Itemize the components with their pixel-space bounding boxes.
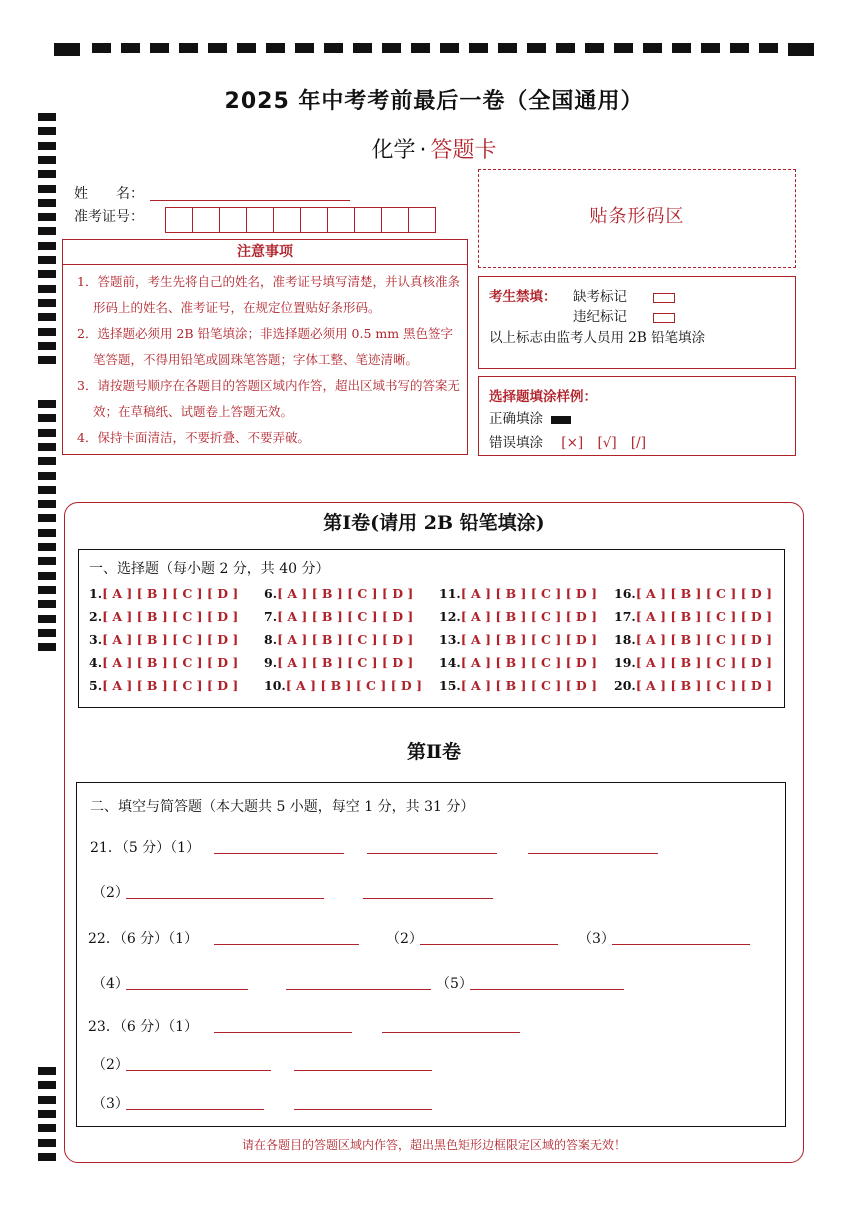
question-number: 12. bbox=[439, 609, 461, 624]
q21-part2-label: （2） bbox=[92, 885, 129, 901]
choice-question[interactable] bbox=[264, 651, 413, 674]
name-label: 姓 名： bbox=[74, 186, 144, 202]
timing-mark bbox=[38, 342, 56, 350]
notice-box bbox=[62, 239, 468, 455]
timing-mark bbox=[38, 1110, 56, 1118]
answer-options[interactable]: [ A ] [ B ] [ C ] [ D ] bbox=[460, 586, 597, 601]
question-number: 2. bbox=[89, 609, 103, 624]
barcode-label: 贴条形码区 bbox=[589, 206, 685, 227]
q21-blank[interactable] bbox=[214, 852, 344, 854]
timing-mark bbox=[38, 242, 56, 250]
choice-section-title: 一、选择题（每小题 2 分，共 40 分） bbox=[89, 561, 330, 577]
q22-blank[interactable] bbox=[420, 943, 558, 945]
sample-box bbox=[478, 376, 796, 456]
answer-options[interactable]: [ A ] [ B ] [ C ] [ D ] bbox=[460, 632, 597, 647]
question-number: 6. bbox=[264, 586, 278, 601]
notice-item: 3．请按题号顺序在各题目的答题区域内作答，超出区域书写的答案无效；在草稿纸、试题卷上答题无效。 bbox=[77, 378, 460, 419]
question-number: 8. bbox=[264, 632, 278, 647]
q22-blank[interactable] bbox=[470, 988, 624, 990]
answer-options[interactable]: [ A ] [ B ] [ C ] [ D ] bbox=[102, 632, 239, 647]
id-digit-box[interactable] bbox=[381, 207, 409, 233]
question-number: 9. bbox=[264, 655, 278, 670]
timing-mark bbox=[38, 313, 56, 321]
notice-title: 注意事项 bbox=[63, 240, 467, 265]
answer-options[interactable]: [ A ] [ B ] [ C ] [ D ] bbox=[635, 678, 772, 693]
correct-sample bbox=[489, 407, 571, 427]
id-digit-box[interactable] bbox=[246, 207, 274, 233]
correct-label: 正确填涂 bbox=[489, 411, 543, 427]
id-digit-box[interactable] bbox=[273, 207, 301, 233]
question-number: 13. bbox=[439, 632, 461, 647]
answer-options[interactable]: [ A ] [ B ] [ C ] [ D ] bbox=[635, 655, 772, 670]
violation-mark-row bbox=[573, 305, 675, 325]
choice-question[interactable] bbox=[264, 605, 413, 628]
answer-options[interactable]: [ A ] [ B ] [ C ] [ D ] bbox=[460, 678, 597, 693]
violation-mark-box[interactable] bbox=[653, 313, 675, 323]
q23-part2-label: （2） bbox=[92, 1057, 129, 1073]
barcode-area bbox=[478, 169, 796, 268]
choice-question[interactable] bbox=[614, 628, 772, 651]
subject-heading bbox=[0, 133, 868, 164]
question-number: 14. bbox=[439, 655, 461, 670]
filled-mark bbox=[551, 416, 571, 424]
q22-blank[interactable] bbox=[286, 988, 431, 990]
timing-mark bbox=[38, 414, 56, 422]
id-boxes[interactable] bbox=[166, 207, 436, 234]
choice-box bbox=[78, 549, 785, 708]
timing-mark bbox=[38, 600, 56, 608]
choice-question[interactable] bbox=[89, 628, 238, 651]
choice-question[interactable] bbox=[614, 651, 772, 674]
timing-mark bbox=[38, 586, 56, 594]
timing-mark bbox=[38, 270, 56, 278]
answer-options[interactable]: [ A ] [ B ] [ C ] [ D ] bbox=[277, 586, 414, 601]
part2-title: 第Ⅱ卷 bbox=[406, 741, 461, 763]
question-number: 10. bbox=[264, 678, 286, 693]
answer-options[interactable]: [ A ] [ B ] [ C ] [ D ] bbox=[635, 586, 772, 601]
answer-options[interactable]: [ A ] [ B ] [ C ] [ D ] bbox=[102, 655, 239, 670]
choice-question[interactable] bbox=[614, 674, 772, 697]
q23-blank[interactable] bbox=[294, 1069, 432, 1071]
card-label: 答题卡 bbox=[430, 138, 497, 163]
q21-blank[interactable] bbox=[126, 897, 324, 899]
timing-mark bbox=[38, 356, 56, 364]
question-number: 19. bbox=[614, 655, 636, 670]
subject-separator: · bbox=[419, 138, 427, 163]
notice-item: 2．选择题必须用 2B 铅笔填涂；非选择题必须用 0.5 mm 黑色签字笔答题，不得用铅笔或圆珠笔答题；字体工整、笔迹清晰。 bbox=[77, 326, 454, 367]
wrong-label: 错误填涂 bbox=[489, 435, 543, 451]
timing-mark bbox=[38, 328, 56, 336]
question-number: 5. bbox=[89, 678, 103, 693]
choice-question[interactable] bbox=[89, 605, 238, 628]
fill-section-title: 二、填空与简答题（本大题共 5 小题，每空 1 分，共 31 分） bbox=[90, 799, 475, 815]
timing-mark bbox=[38, 629, 56, 637]
choice-question[interactable] bbox=[614, 582, 772, 605]
answer-options[interactable]: [ A ] [ B ] [ C ] [ D ] bbox=[277, 609, 414, 624]
q21-blank[interactable] bbox=[363, 897, 493, 899]
q23-blank[interactable] bbox=[126, 1108, 264, 1110]
forbidden-label: 考生禁填： bbox=[489, 289, 557, 305]
timing-mark bbox=[38, 1081, 56, 1089]
part1-title: 第Ⅰ卷(请用 2B 铅笔填涂) bbox=[323, 512, 545, 534]
q22-blank[interactable] bbox=[126, 988, 248, 990]
forbidden-note: 以上标志由监考人员用 2B 铅笔填涂 bbox=[489, 330, 706, 346]
question-number: 1. bbox=[89, 586, 103, 601]
choice-question[interactable] bbox=[439, 651, 597, 674]
timing-mark bbox=[38, 615, 56, 623]
violation-label: 违纪标记 bbox=[573, 309, 627, 325]
choice-question[interactable] bbox=[264, 628, 413, 651]
q23-blank[interactable] bbox=[214, 1031, 352, 1033]
question-number: 3. bbox=[89, 632, 103, 647]
timing-mark bbox=[38, 557, 56, 565]
answer-options[interactable]: [ A ] [ B ] [ C ] [ D ] bbox=[102, 609, 239, 624]
question-number: 7. bbox=[264, 609, 278, 624]
q23-part3-label: （3） bbox=[92, 1096, 129, 1112]
choice-question[interactable] bbox=[439, 628, 597, 651]
timing-mark bbox=[38, 199, 56, 207]
q21-blank[interactable] bbox=[528, 852, 658, 854]
fill-box bbox=[76, 782, 786, 1127]
id-digit-box[interactable] bbox=[300, 207, 328, 233]
answer-options[interactable]: [ A ] [ B ] [ C ] [ D ] bbox=[635, 632, 772, 647]
q21-blank[interactable] bbox=[367, 852, 497, 854]
footer-warning: 请在各题目的答题区域内作答，超出黑色矩形边框限定区域的答案无效！ bbox=[241, 1138, 626, 1152]
timing-mark bbox=[38, 256, 56, 264]
q22-part2-label: （2） bbox=[386, 931, 423, 947]
q22-part5-label: （5） bbox=[436, 976, 473, 992]
timing-mark bbox=[38, 500, 56, 508]
q23-blank[interactable] bbox=[294, 1108, 432, 1110]
id-digit-box[interactable] bbox=[165, 207, 193, 233]
subject-name: 化学 bbox=[371, 138, 416, 163]
question-number: 17. bbox=[614, 609, 636, 624]
wrong-sample bbox=[489, 431, 646, 451]
q22-part3-label: （3） bbox=[578, 931, 615, 947]
notice-item: 4．保持卡面清洁，不要折叠、不要弄破。 bbox=[77, 430, 310, 445]
sample-title: 选择题填涂样例： bbox=[489, 389, 597, 405]
timing-mark bbox=[38, 299, 56, 307]
q23-blank[interactable] bbox=[382, 1031, 520, 1033]
page-title: 2025 年中考考前最后一卷（全国通用） bbox=[224, 89, 644, 114]
choice-question[interactable] bbox=[89, 582, 238, 605]
question-number: 18. bbox=[614, 632, 636, 647]
timing-mark bbox=[38, 170, 56, 178]
wrong-mark-slash: [/] bbox=[630, 435, 646, 451]
answer-options[interactable]: [ A ] [ B ] [ C ] [ D ] bbox=[102, 586, 239, 601]
q22-label: 22．（6 分）（1） bbox=[88, 931, 199, 947]
q22-blank[interactable] bbox=[214, 943, 359, 945]
notice-item: 1．答题前，考生先将自己的姓名，准考证号填写清楚，并认真核准条形码上的姓名、准考证号，在规定位置贴好条形码。 bbox=[77, 274, 460, 315]
answer-options[interactable]: [ A ] [ B ] [ C ] [ D ] bbox=[277, 655, 414, 670]
question-number: 4. bbox=[89, 655, 103, 670]
choice-question[interactable] bbox=[439, 605, 597, 628]
timing-mark bbox=[38, 227, 56, 235]
timing-mark bbox=[38, 643, 56, 651]
q23-label: 23．（6 分）（1） bbox=[88, 1019, 199, 1035]
timing-mark bbox=[38, 457, 56, 465]
timing-mark bbox=[38, 1124, 56, 1132]
question-number: 11. bbox=[439, 586, 461, 601]
id-digit-box[interactable] bbox=[219, 207, 247, 233]
answer-options[interactable]: [ A ] [ B ] [ C ] [ D ] bbox=[277, 632, 414, 647]
choice-question[interactable] bbox=[439, 582, 597, 605]
timing-mark bbox=[38, 572, 56, 580]
q22-part4-label: （4） bbox=[92, 976, 129, 992]
absent-mark-box[interactable] bbox=[653, 293, 675, 303]
answer-options[interactable]: [ A ] [ B ] [ C ] [ D ] bbox=[635, 609, 772, 624]
choice-question[interactable] bbox=[264, 674, 422, 697]
timing-mark bbox=[38, 543, 56, 551]
id-digit-box[interactable] bbox=[408, 207, 436, 233]
timing-mark bbox=[38, 486, 56, 494]
id-digit-box[interactable] bbox=[354, 207, 382, 233]
id-digit-box[interactable] bbox=[327, 207, 355, 233]
timing-mark bbox=[38, 185, 56, 193]
timing-mark bbox=[38, 443, 56, 451]
choice-question[interactable] bbox=[89, 674, 238, 697]
q21-label: 21．（5 分）（1） bbox=[90, 840, 201, 856]
answer-options[interactable]: [ A ] [ B ] [ C ] [ D ] bbox=[285, 678, 422, 693]
timing-mark bbox=[38, 400, 56, 408]
wrong-mark-check: [√] bbox=[597, 435, 617, 451]
id-digit-box[interactable] bbox=[192, 207, 220, 233]
timing-mark bbox=[38, 285, 56, 293]
absent-label: 缺考标记 bbox=[573, 289, 627, 305]
timing-mark bbox=[38, 1096, 56, 1104]
timing-mark bbox=[38, 1153, 56, 1161]
question-number: 20. bbox=[614, 678, 636, 693]
name-field[interactable] bbox=[150, 184, 350, 201]
question-number: 15. bbox=[439, 678, 461, 693]
wrong-mark-x: [×] bbox=[561, 435, 584, 451]
timing-mark bbox=[38, 1067, 56, 1075]
choice-question[interactable] bbox=[439, 674, 597, 697]
choice-question[interactable] bbox=[264, 582, 413, 605]
q22-blank[interactable] bbox=[612, 943, 750, 945]
answer-options[interactable]: [ A ] [ B ] [ C ] [ D ] bbox=[460, 609, 597, 624]
forbidden-box bbox=[478, 276, 796, 369]
timing-mark bbox=[38, 429, 56, 437]
answer-options[interactable]: [ A ] [ B ] [ C ] [ D ] bbox=[460, 655, 597, 670]
absent-mark-row bbox=[573, 285, 675, 305]
q23-blank[interactable] bbox=[126, 1069, 271, 1071]
answer-options[interactable]: [ A ] [ B ] [ C ] [ D ] bbox=[102, 678, 239, 693]
timing-mark bbox=[38, 213, 56, 221]
choice-question[interactable] bbox=[89, 651, 238, 674]
timing-mark bbox=[38, 472, 56, 480]
id-label: 准考证号： bbox=[74, 209, 144, 225]
question-number: 16. bbox=[614, 586, 636, 601]
choice-question[interactable] bbox=[614, 605, 772, 628]
